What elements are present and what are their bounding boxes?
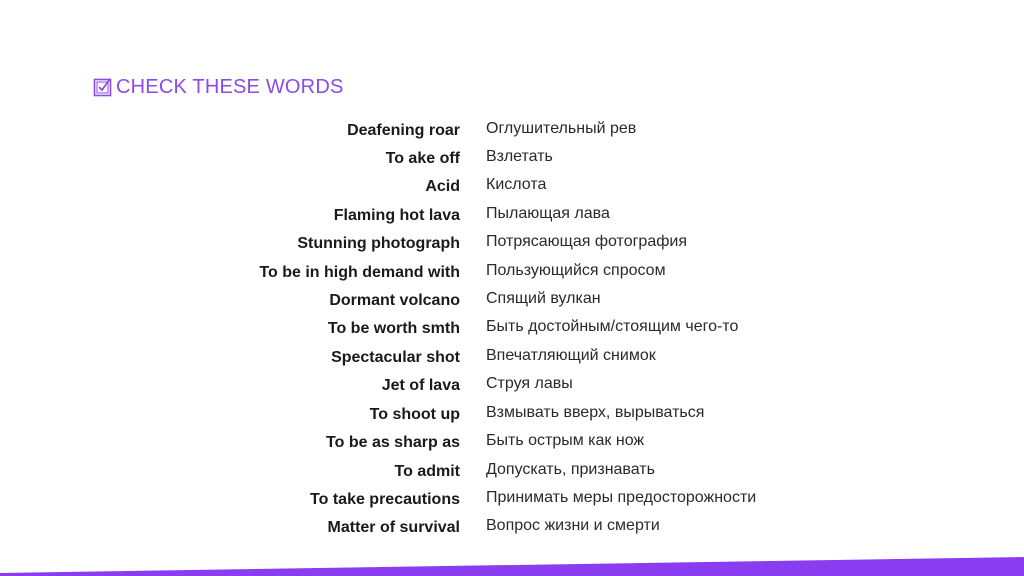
list-item (0, 373, 1024, 401)
russian-translation: Спящий вулкан (486, 290, 601, 307)
russian-translation: Струя лавы (486, 375, 573, 392)
list-item (0, 118, 1024, 146)
russian-translation: Взлетать (486, 148, 553, 165)
russian-translation: Взмывать вверх, вырываться (486, 404, 705, 421)
english-term: To be worth smth (327, 320, 460, 337)
english-term: Deafening roar (347, 122, 460, 139)
russian-translation: Вопрос жизни и смерти (486, 517, 660, 534)
english-term: Acid (425, 178, 460, 195)
english-term: To shoot up (369, 406, 460, 423)
list-item (0, 231, 1024, 259)
russian-translation: Кислота (486, 176, 547, 193)
bottom-accent-bar (0, 556, 1024, 576)
english-term: To take precautions (310, 491, 460, 508)
list-item (0, 515, 1024, 543)
russian-translation: Впечатляющий снимок (486, 347, 656, 364)
list-item (0, 459, 1024, 487)
list-item (0, 203, 1024, 231)
russian-translation: Быть достойным/стоящим чего-то (486, 318, 739, 335)
russian-translation: Оглушительный рев (486, 120, 637, 137)
russian-translation: Пылающая лава (486, 205, 610, 222)
english-term: Jet of lava (381, 377, 460, 394)
english-term: To admit (394, 463, 460, 480)
list-item (0, 487, 1024, 515)
checkbox-icon (92, 76, 114, 98)
english-term: Dormant volcano (329, 292, 460, 309)
russian-translation: Быть острым как нож (486, 432, 645, 449)
english-term: Spectacular shot (331, 349, 460, 366)
list-item (0, 174, 1024, 202)
slide-header (92, 76, 344, 98)
list-item (0, 430, 1024, 458)
russian-translation: Потрясающая фотография (486, 233, 687, 250)
russian-translation: Пользующийся спросом (486, 262, 666, 279)
english-term: Flaming hot lava (333, 207, 460, 224)
list-item (0, 345, 1024, 373)
english-term: To be in high demand with (259, 264, 460, 281)
english-term: Matter of survival (327, 519, 460, 536)
english-term: Stunning photograph (297, 235, 460, 252)
english-term: To ake off (385, 150, 460, 167)
list-item (0, 316, 1024, 344)
english-term: To be as sharp as (326, 434, 460, 451)
list-item (0, 260, 1024, 288)
list-item (0, 288, 1024, 316)
russian-translation: Принимать меры предосторожности (486, 489, 757, 506)
list-item (0, 146, 1024, 174)
list-item (0, 402, 1024, 430)
russian-translation: Допускать, признавать (486, 461, 655, 478)
page-title: CHECK THESE WORDS (116, 76, 344, 98)
